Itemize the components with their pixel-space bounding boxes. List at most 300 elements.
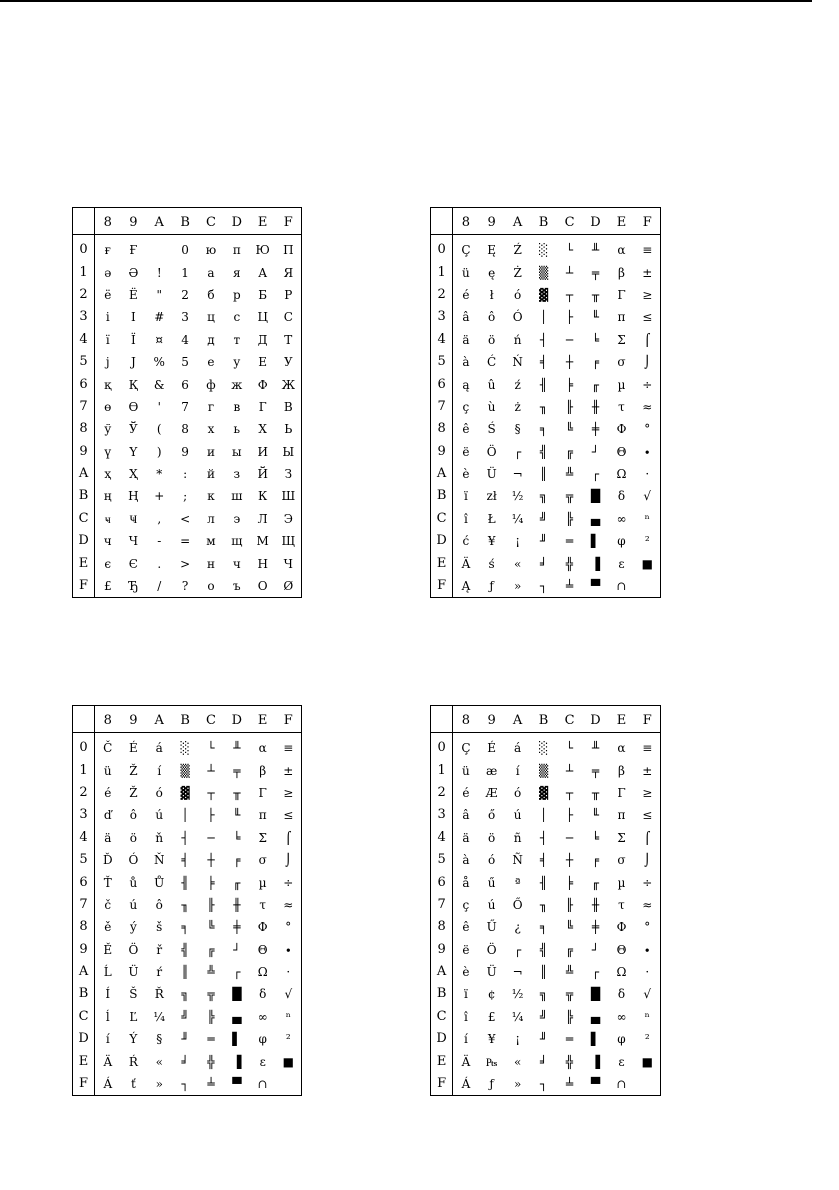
column-header: 9 <box>120 208 146 235</box>
character-cell: и <box>206 444 215 459</box>
row-header: F <box>431 575 453 598</box>
character-cell: Ď <box>102 853 113 868</box>
column-header: C <box>557 208 583 235</box>
character-cell <box>634 1073 660 1096</box>
character-cell: Ź <box>513 243 522 258</box>
character-cell: │ <box>181 808 189 823</box>
character-cell: ╪ <box>233 920 241 935</box>
character-cell: ё <box>104 287 112 302</box>
page-top-rule <box>0 0 812 2</box>
character-cell: Ü <box>486 467 497 482</box>
character-cell: ê <box>462 920 470 935</box>
character-cell: Ł <box>487 511 496 526</box>
code-page-table-1 <box>72 207 302 598</box>
character-cell: ┘ <box>233 942 241 957</box>
table-row <box>73 782 302 804</box>
row-header: 1 <box>431 261 453 283</box>
character-cell: ╡ <box>539 355 548 370</box>
character-cell: Ç <box>461 741 471 756</box>
character-cell: Ö <box>486 942 497 957</box>
character-cell: ж <box>231 377 243 392</box>
character-cell: ╜ <box>181 1032 189 1047</box>
character-cell: ▐ <box>590 1054 601 1069</box>
character-cell: Э <box>283 511 293 526</box>
table-row <box>431 733 661 760</box>
character-cell: ä <box>104 830 112 845</box>
character-cell: ¬ <box>512 467 523 482</box>
character-cell: ∙ <box>644 444 651 459</box>
character-cell: â <box>462 310 470 325</box>
character-cell: ź <box>514 377 521 392</box>
character-cell: σ <box>617 853 626 868</box>
character-cell: ╤ <box>233 763 241 778</box>
table-row <box>431 284 661 306</box>
character-cell: █ <box>590 489 601 504</box>
character-cell: А <box>258 265 268 280</box>
character-cell: ╒ <box>591 853 600 868</box>
character-cell: ╫ <box>233 897 241 912</box>
character-cell: µ <box>258 875 267 890</box>
row-header: F <box>73 575 95 598</box>
character-cell: τ <box>259 897 266 912</box>
character-cell: Ö <box>486 444 497 459</box>
column-header: 8 <box>453 706 479 733</box>
character-cell: ╙ <box>591 808 600 823</box>
character-cell: ô <box>488 310 496 325</box>
character-cell: ⁿ <box>644 1009 650 1024</box>
header-corner <box>431 706 453 733</box>
character-cell: ≡ <box>283 741 294 756</box>
row-header: 8 <box>73 916 95 938</box>
row-header: 0 <box>73 733 95 760</box>
character-cell: └ <box>207 741 215 756</box>
character-cell: я <box>233 265 241 280</box>
character-cell: ┌ <box>233 965 241 980</box>
character-cell: ┼ <box>565 355 574 370</box>
character-cell: Ә <box>128 265 139 280</box>
character-cell: Ю <box>255 243 270 258</box>
character-cell: ⌠ <box>644 830 651 845</box>
character-cell: ╦ <box>565 489 574 504</box>
row-header: 7 <box>73 894 95 916</box>
character-cell: м <box>206 534 216 549</box>
character-cell: п <box>232 243 241 258</box>
character-cell: ε <box>259 1054 266 1069</box>
character-cell: ¥ <box>487 1032 496 1047</box>
table-row <box>73 530 302 552</box>
table-row <box>73 306 302 328</box>
column-header: A <box>146 208 172 235</box>
column-header: A <box>146 706 172 733</box>
character-cell: ó <box>488 853 496 868</box>
character-cell: ≥ <box>283 785 294 800</box>
character-cell: ┴ <box>565 763 574 778</box>
column-header: 8 <box>453 208 479 235</box>
character-cell: ł <box>489 287 494 302</box>
character-cell: ▒ <box>180 763 190 778</box>
row-header: 4 <box>431 827 453 849</box>
column-header: 9 <box>479 706 505 733</box>
character-cell: ┤ <box>539 830 548 845</box>
character-cell: ╫ <box>591 399 600 414</box>
column-header-row <box>431 208 661 235</box>
character-cell: ╦ <box>565 987 574 1002</box>
character-cell: ө <box>104 399 112 414</box>
character-cell: « <box>513 556 522 571</box>
table-row <box>431 804 661 826</box>
column-header: 8 <box>95 706 121 733</box>
row-header: A <box>431 463 453 485</box>
character-cell: δ <box>259 987 267 1002</box>
character-cell: ╗ <box>181 987 189 1002</box>
character-cell: О <box>257 579 268 594</box>
table-row <box>73 827 302 849</box>
character-cell: ╟ <box>565 897 574 912</box>
character-cell: ë <box>462 942 470 957</box>
row-header: 9 <box>431 939 453 961</box>
character-cell: · <box>645 467 650 482</box>
character-cell <box>634 575 660 598</box>
character-cell: ч <box>103 534 112 549</box>
character-cell: Ж <box>281 377 296 392</box>
table-row <box>431 1050 661 1072</box>
table-row <box>73 508 302 530</box>
character-cell: ä <box>462 830 470 845</box>
character-cell: å <box>462 875 470 890</box>
character-cell: ▄ <box>590 511 601 526</box>
character-cell: " <box>156 287 162 302</box>
character-cell: д <box>207 332 215 347</box>
character-cell: ; <box>183 489 188 504</box>
character-cell: ' <box>157 399 161 414</box>
character-cell: Ž <box>129 785 138 800</box>
column-header: F <box>276 706 302 733</box>
character-cell: ╝ <box>181 1009 189 1024</box>
character-cell: ¡ <box>515 534 521 549</box>
character-cell: ú <box>513 808 522 823</box>
character-cell: ■ <box>641 556 653 571</box>
character-cell: í <box>464 1032 468 1047</box>
character-cell: Ц <box>257 310 268 325</box>
character-cell: ∞ <box>257 1009 268 1024</box>
character-cell: 9 <box>181 444 189 459</box>
character-cell: ⌠ <box>285 830 292 845</box>
character-cell: Х <box>258 422 267 437</box>
character-cell: ± <box>283 763 294 778</box>
column-header: B <box>172 208 198 235</box>
table-row <box>431 396 661 418</box>
character-cell: ю <box>205 243 217 258</box>
character-cell: Ö <box>128 942 139 957</box>
character-cell: ┐ <box>539 1077 548 1092</box>
table-row <box>431 485 661 507</box>
character-cell: í <box>157 763 162 778</box>
character-cell: â <box>462 808 470 823</box>
character-cell: ы <box>232 444 242 459</box>
character-cell: └ <box>565 243 574 258</box>
table-row <box>73 284 302 306</box>
character-cell: ± <box>642 763 653 778</box>
row-header: B <box>73 485 95 507</box>
character-cell: ╧ <box>565 579 574 594</box>
character-cell: 2 <box>181 287 189 302</box>
character-cell: ▌ <box>590 1032 601 1047</box>
character-cell: ó <box>155 785 163 800</box>
character-cell: ≤ <box>283 808 294 823</box>
row-header: 3 <box>73 306 95 328</box>
character-cell: ö <box>488 830 496 845</box>
character-cell: & <box>153 377 165 392</box>
table-row <box>73 733 302 760</box>
character-cell: ░ <box>538 243 549 258</box>
table-row <box>431 575 661 598</box>
row-header: 6 <box>73 373 95 395</box>
character-cell: Ң <box>128 489 139 504</box>
character-cell: Қ <box>128 377 139 392</box>
character-cell: ╘ <box>233 830 241 845</box>
character-cell: Ť <box>103 875 112 890</box>
character-cell: § <box>514 422 521 437</box>
character-cell: ╝ <box>539 511 548 526</box>
character-cell: Ҳ <box>129 467 138 482</box>
character-cell: ░ <box>180 741 190 756</box>
character-cell: ▐ <box>590 556 601 571</box>
character-cell: ═ <box>565 1032 574 1047</box>
table-row <box>73 575 302 598</box>
character-cell: Ü <box>486 965 497 980</box>
character-cell: └ <box>565 741 574 756</box>
character-cell: ÷ <box>283 875 294 890</box>
table-row <box>73 916 302 938</box>
character-cell: ª <box>514 875 521 890</box>
character-cell: / <box>157 579 162 594</box>
character-cell: ² <box>644 534 650 549</box>
character-cell: ó <box>513 287 522 302</box>
character-cell: ∩ <box>616 579 627 594</box>
row-header: B <box>431 983 453 1005</box>
character-cell: Á <box>103 1077 113 1092</box>
character-cell: ó <box>513 785 522 800</box>
character-cell: ! <box>156 265 162 280</box>
character-cell: ô <box>129 808 137 823</box>
character-cell: р <box>232 287 241 302</box>
column-header: F <box>634 706 660 733</box>
character-cell: Ä <box>103 1054 113 1069</box>
character-cell: б <box>207 287 215 302</box>
character-cell: қ <box>104 377 112 392</box>
character-cell: ¼ <box>153 1009 166 1024</box>
character-cell: Ї <box>131 332 136 347</box>
character-cell: √ <box>284 987 293 1002</box>
character-cell: ≈ <box>642 897 653 912</box>
character-cell: ■ <box>282 1054 294 1069</box>
character-cell: ú <box>155 808 164 823</box>
character-cell: ј <box>105 355 110 370</box>
character-cell <box>276 1073 302 1096</box>
row-header: 0 <box>73 235 95 262</box>
row-header: C <box>431 1006 453 1028</box>
character-cell: ф <box>206 377 216 392</box>
character-cell: ¢ <box>487 987 496 1002</box>
character-cell: Ŕ <box>128 1054 138 1069</box>
character-cell: β <box>618 265 625 280</box>
table-row <box>73 441 302 463</box>
character-cell: σ <box>617 355 626 370</box>
character-cell: Á <box>461 1077 471 1092</box>
table-row <box>431 939 661 961</box>
character-cell: Ө <box>128 399 139 414</box>
character-cell: ╤ <box>591 265 600 280</box>
table-row <box>431 1073 661 1096</box>
character-cell: ë <box>462 444 470 459</box>
character-cell: π <box>617 808 626 823</box>
character-cell: β <box>618 763 625 778</box>
character-cell: ñ <box>513 830 522 845</box>
character-cell: │ <box>539 310 548 325</box>
character-cell: Ž <box>129 763 138 778</box>
character-cell: ╗ <box>539 987 548 1002</box>
row-header: 0 <box>431 733 453 760</box>
character-cell: à <box>462 853 470 868</box>
character-cell: ≡ <box>642 741 653 756</box>
character-cell: ⌠ <box>644 332 651 347</box>
character-cell: ╓ <box>591 377 600 392</box>
column-header-row <box>73 208 302 235</box>
character-cell: І <box>131 310 136 325</box>
table-row <box>73 894 302 916</box>
row-header: 4 <box>73 827 95 849</box>
character-cell: α <box>617 741 626 756</box>
character-cell: ∩ <box>616 1077 627 1092</box>
character-cell: ü <box>103 763 112 778</box>
character-cell: ҹ <box>104 511 111 526</box>
character-cell: ö <box>488 332 496 347</box>
character-cell: ≈ <box>283 897 294 912</box>
character-cell: ⌡ <box>644 853 651 868</box>
character-cell: ╩ <box>565 467 574 482</box>
character-cell: ¡ <box>515 1032 521 1047</box>
character-cell: ╧ <box>207 1077 215 1092</box>
table-row <box>431 1028 661 1050</box>
column-header: D <box>224 706 250 733</box>
row-header: 4 <box>431 329 453 351</box>
character-cell: ┘ <box>591 444 600 459</box>
character-cell: Θ <box>257 942 268 957</box>
character-cell: ż <box>514 399 521 414</box>
table-row <box>73 939 302 961</box>
character-cell: ô <box>155 897 163 912</box>
character-cell: ╩ <box>565 965 574 980</box>
character-cell: µ <box>617 875 626 890</box>
column-header: F <box>276 208 302 235</box>
character-cell: ╔ <box>207 942 215 957</box>
table-row <box>431 329 661 351</box>
row-header: D <box>431 1028 453 1050</box>
character-cell: é <box>462 785 470 800</box>
table-row <box>73 1006 302 1028</box>
character-cell: ▓ <box>180 785 190 800</box>
character-cell: Č <box>103 741 113 756</box>
character-cell: Й <box>257 467 268 482</box>
character-cell: ╞ <box>207 875 215 890</box>
character-cell: « <box>513 1054 522 1069</box>
character-cell: 5 <box>181 355 189 370</box>
character-cell: Ñ <box>512 853 523 868</box>
row-header: D <box>431 530 453 552</box>
table-row <box>431 849 661 871</box>
character-cell: ╢ <box>539 875 548 890</box>
character-cell: Ü <box>128 965 139 980</box>
character-cell: ╓ <box>233 875 241 890</box>
character-cell: ╡ <box>181 853 189 868</box>
column-header: 9 <box>120 706 146 733</box>
row-header: 4 <box>73 329 95 351</box>
row-header: A <box>73 961 95 983</box>
character-cell: к <box>207 489 215 504</box>
character-cell: é <box>462 287 470 302</box>
character-cell: ┤ <box>539 332 548 347</box>
character-cell: У <box>283 355 293 370</box>
character-cell: █ <box>590 987 601 1002</box>
character-cell: ╔ <box>565 942 574 957</box>
table-row <box>73 849 302 871</box>
character-cell: ╥ <box>591 287 600 302</box>
character-cell: 3 <box>181 310 189 325</box>
table-row <box>431 1006 661 1028</box>
row-header: 0 <box>431 235 453 262</box>
character-cell: ║ <box>539 965 548 980</box>
character-cell: ε <box>618 1054 625 1069</box>
character-cell: . <box>157 556 162 571</box>
character-cell: » <box>155 1077 163 1092</box>
character-cell: Ć <box>487 355 497 370</box>
character-cell: Ś <box>487 422 496 437</box>
character-cell: ╜ <box>539 1032 548 1047</box>
character-cell: т <box>233 332 241 347</box>
character-cell: ╩ <box>207 965 215 980</box>
character-cell: ╤ <box>591 763 600 778</box>
character-cell: ┌ <box>591 965 600 980</box>
character-cell: í <box>515 763 520 778</box>
character-cell: Ň <box>153 853 165 868</box>
character-cell: ┴ <box>207 763 215 778</box>
character-cell: е <box>207 355 215 370</box>
character-cell: ┘ <box>591 942 600 957</box>
character-cell: 6 <box>181 377 189 392</box>
character-cell: Ç <box>461 243 471 258</box>
character-cell: ┬ <box>207 785 215 800</box>
character-cell: # <box>154 310 165 325</box>
character-cell: ┌ <box>591 467 600 482</box>
row-header: D <box>73 530 95 552</box>
character-cell: ╥ <box>233 785 241 800</box>
character-cell: φ <box>258 1032 267 1047</box>
character-cell: Ó <box>128 853 139 868</box>
character-cell: 4 <box>181 332 189 347</box>
character-cell: Γ <box>617 785 626 800</box>
character-cell: Ø <box>283 579 294 594</box>
character-cell: Ү <box>129 444 138 459</box>
character-cell: · <box>286 965 291 980</box>
character-cell: Š <box>129 987 138 1002</box>
character-cell: ő <box>488 808 496 823</box>
character-cell: ъ <box>233 579 241 594</box>
character-cell: Ľ <box>129 1009 138 1024</box>
character-cell: Р <box>284 287 293 302</box>
character-cell: ╠ <box>207 1009 215 1024</box>
table-row <box>73 463 302 485</box>
character-cell: Ω <box>616 467 627 482</box>
